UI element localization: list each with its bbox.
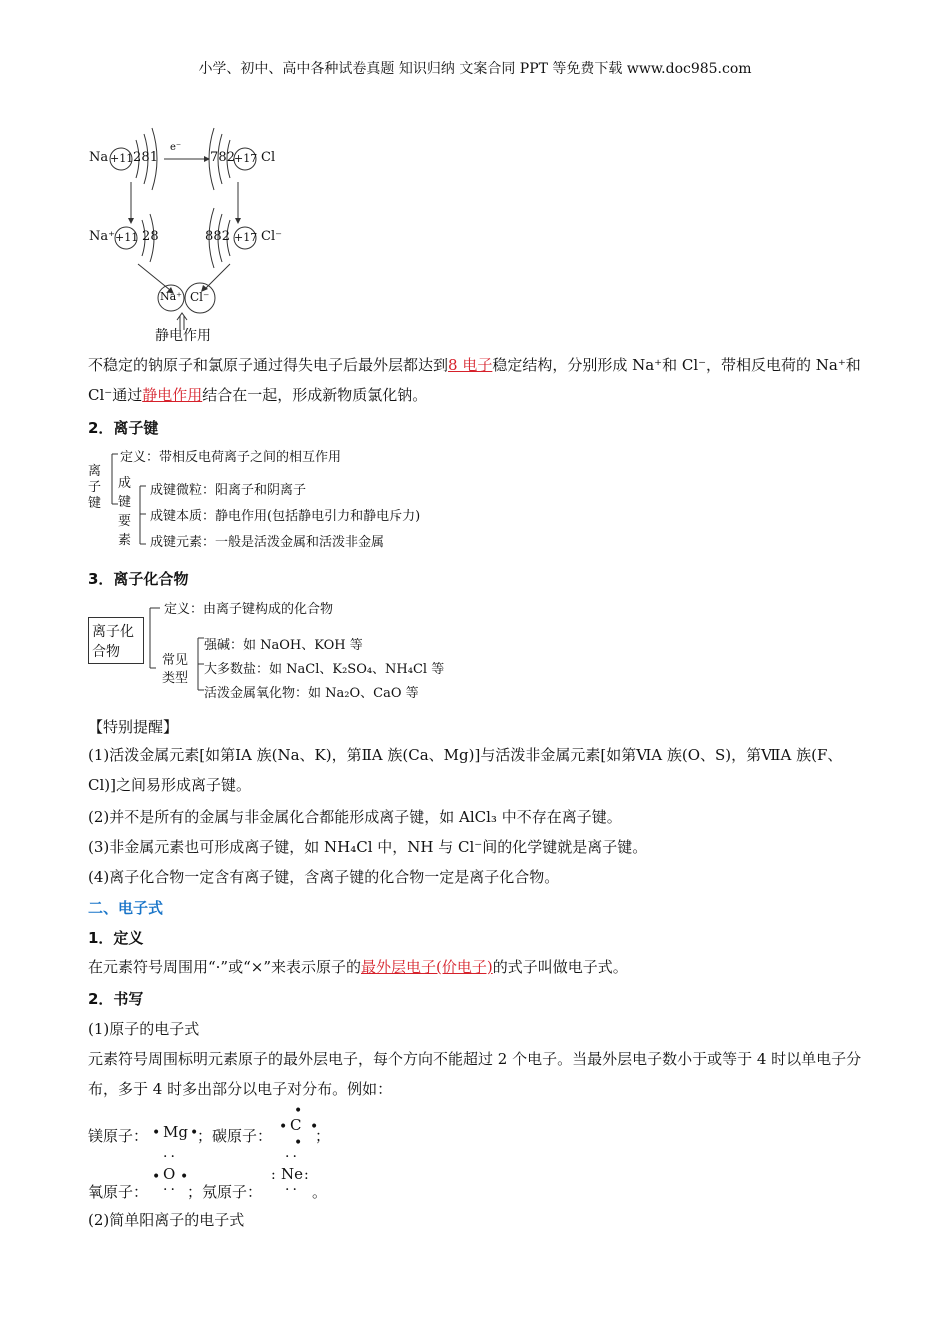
- page-header: 小学、初中、高中各种试卷真题 知识归纳 文案合同 PPT 等免费下载 www.doc985.com: [198, 61, 752, 77]
- bond-na: Na⁺: [160, 290, 182, 303]
- tips-title: 【特别提醒】: [88, 718, 179, 736]
- bond-particles: 成键微粒：阳离子和阴离子: [150, 483, 307, 498]
- tip-4: (4)离子化合物一定含有离子键，含离子键的化合物一定是离子化合物。: [88, 868, 560, 886]
- bond-caption: 静电作用: [155, 328, 211, 344]
- na-nucleus: +11: [110, 152, 134, 165]
- tip-2: (2)并不是所有的金属与非金属化合都能形成离子键，如 AlCl₃ 中不存在离子键。: [88, 808, 622, 826]
- sep-neon: ；氖原子：: [187, 1183, 263, 1201]
- tip-3: (3)非金属元素也可形成离子键，如 NH₄Cl 中，NH 与 Cl⁻间的化学键就是离子键。: [88, 838, 648, 856]
- section-ionic-bond-title: 2．离子键: [88, 419, 159, 437]
- o-symbol: O: [163, 1165, 176, 1183]
- cl-label: Cl: [261, 150, 276, 165]
- writing-title: 2．书写: [88, 990, 144, 1008]
- compound-root: 离子化 合物: [92, 624, 134, 660]
- bond-cl: Cl⁻: [190, 290, 210, 304]
- section-ionic-compound-title: 3．离子化合物: [88, 570, 189, 588]
- na-ion-nucleus: +11: [115, 231, 139, 244]
- bond-nature: 成键本质：静电作用(包括静电引力和静电斥力): [150, 509, 421, 524]
- definition-text: 在元素符号周围用“·”或“×”来表示原子的最外层电子(价电子)的式子叫做电子式。: [88, 958, 628, 976]
- cl-ion-label: Cl⁻: [261, 229, 282, 244]
- electron-label: e⁻: [170, 142, 182, 153]
- atom-rule-text: 元素符号周围标明元素原子的最外层电子，每个方向不能超过 2 个电子。当最外层电子数小于或等于 4 时以单电子分布，多于 4 时多出部分以电子对分布。例如：: [88, 1050, 862, 1098]
- c-symbol: C: [290, 1116, 302, 1134]
- na-ion-label: Na⁺: [89, 229, 115, 244]
- ne-symbol: Ne: [281, 1165, 304, 1183]
- definition-title: 1．定义: [88, 929, 144, 947]
- cl-ion-nucleus: +17: [234, 231, 258, 244]
- type-strong-base: 强碱：如 NaOH、KOH 等: [204, 638, 363, 653]
- sep-end-1: ；: [315, 1127, 331, 1145]
- compound-definition: 定义：由离子键构成的化合物: [164, 602, 334, 617]
- type-salts: 大多数盐：如 NaCl、K₂SO₄、NH₄Cl 等: [204, 662, 445, 677]
- mg-symbol: Mg: [163, 1123, 188, 1141]
- bond-elements: 成键元素：一般是活泼金属和活泼非金属: [150, 535, 385, 550]
- part2-title: 二、电子式: [88, 899, 164, 917]
- na-shells: 2 8 1: [133, 150, 157, 165]
- cl-nucleus: +17: [234, 152, 258, 165]
- cl-ion-shells: 8 8 2: [205, 229, 229, 244]
- na-label: Na: [89, 150, 109, 165]
- ionic-bond-definition: 定义：带相反电荷离子之间的相互作用: [120, 450, 342, 465]
- sep-carbon: ；碳原子：: [197, 1127, 273, 1145]
- na-ion-shells: 2 8: [142, 229, 157, 244]
- atom-subtitle: (1)原子的电子式: [88, 1020, 200, 1038]
- tip-1: (1)活泼金属元素[如第ⅠA 族(Na、K)，第ⅡA 族(Ca、Mg)]与活泼非金属元素[如第ⅥA 族(O、S)，第ⅦA 族(F、Cl)]之间易形成离子键。: [88, 746, 843, 794]
- cl-shells: 7 8 2: [210, 150, 234, 165]
- bond-elements-label: 成 键 要 素: [118, 476, 132, 548]
- compound-types-label: 常见 类型: [162, 653, 189, 686]
- ionic-bond-root: 离 子 键: [88, 464, 102, 511]
- type-oxides: 活泼金属氧化物：如 Na₂O、CaO 等: [204, 686, 419, 701]
- diagram-lines: [80, 118, 320, 338]
- sep-end-2: 。: [312, 1183, 328, 1201]
- o-label: 氧原子：: [88, 1183, 149, 1201]
- cation-subtitle: (2)简单阳离子的电子式: [88, 1211, 245, 1229]
- intro-paragraph: 不稳定的钠原子和氯原子通过得失电子后最外层都达到8 电子稳定结构，分别形成 Na⁺和 Cl⁻，带相反电荷的 Na⁺和 Cl⁻通过静电作用结合在一起，形成新物质氯化钠。: [88, 356, 861, 404]
- mg-label: 镁原子：: [88, 1127, 149, 1145]
